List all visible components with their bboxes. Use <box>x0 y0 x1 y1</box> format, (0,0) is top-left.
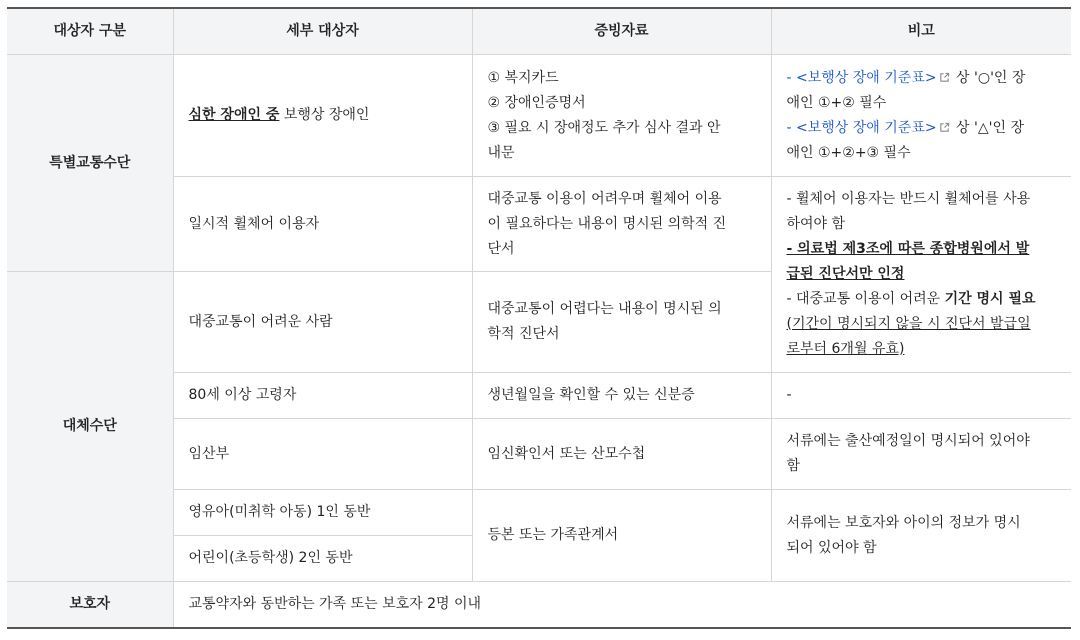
note-prefix: - <box>786 119 797 136</box>
note-line: 서류에는 보호자와 아이의 정보가 명시 <box>786 514 1021 531</box>
note-prefix: - 대중교통 이용이 어려운 <box>786 291 945 307</box>
note-line: 급된 진단서만 인정 <box>786 266 905 282</box>
note-line <box>787 287 1057 312</box>
target-cell: 영유아(미취학 아동) 1인 동반 <box>173 490 472 536</box>
header-notes: 비고 <box>771 8 1071 55</box>
notes-cell <box>771 419 1071 490</box>
note-line: (기간이 명시되지 않을 시 진단서 발급일 <box>786 316 1031 332</box>
note-line: - 휠체어 이용자는 반드시 휠체어를 사용 <box>786 191 1031 207</box>
header-target: 세부 대상자 <box>173 8 472 55</box>
target-cell: 대중교통이 어려운 사람 <box>173 272 472 373</box>
notes-cell <box>771 490 1071 582</box>
note-line: 서류에는 출산예정일이 명시되어 있어야 <box>786 433 1030 449</box>
doc-line: 단서 <box>487 240 515 257</box>
documents-cell: 생년월일을 확인할 수 있는 신분증 <box>472 373 771 419</box>
walking-criteria-link[interactable]: <보행상 장애 기준표> <box>796 69 937 86</box>
note-line: - 의료법 제3조에 따른 종합병원에서 발 <box>786 241 1030 257</box>
table-row <box>7 582 1071 628</box>
category-alternative-transport: 대체수단 <box>7 272 173 582</box>
doc-line: 내문 <box>487 144 515 161</box>
doc-line: ① 복지카드 <box>487 69 559 86</box>
note-suffix: 상 '△'인 장 <box>951 119 1024 136</box>
note-line: 애인 ①+②+③ 필수 <box>786 144 911 161</box>
target-cell: 일시적 휠체어 이용자 <box>173 177 472 272</box>
documents-cell <box>472 272 771 373</box>
note-prefix: - <box>786 69 797 86</box>
table-row <box>7 55 1071 177</box>
target-cell: 임산부 <box>173 419 472 490</box>
external-link-icon[interactable] <box>939 122 950 133</box>
eligibility-table-container <box>7 7 1071 629</box>
doc-line: 대중교통이 어렵다는 내용이 명시된 의 <box>487 301 722 317</box>
doc-line: 학적 진단서 <box>487 326 560 342</box>
category-special-transport: 특별교통수단 <box>7 55 173 272</box>
target-cell: 교통약자와 동반하는 가족 또는 보호자 2명 이내 <box>173 582 1071 628</box>
doc-line: 이 필요하다는 내용이 명시된 의학적 진 <box>487 215 727 232</box>
note-line: 함 <box>786 458 801 474</box>
header-category: 대상자 구분 <box>7 8 173 55</box>
note-line <box>787 66 1057 91</box>
documents-cell: 임신확인서 또는 산모수첩 <box>472 419 771 490</box>
target-cell: 80세 이상 고령자 <box>173 373 472 419</box>
documents-cell: 등본 또는 가족관계서 <box>472 490 771 582</box>
note-line: 애인 ①+② 필수 <box>786 94 887 111</box>
eligibility-table <box>7 7 1071 629</box>
doc-line: 대중교통 이용이 어려우며 휠체어 이용 <box>487 190 722 207</box>
header-documents: 증빙자료 <box>472 8 771 55</box>
notes-cell: - <box>771 373 1071 419</box>
note-suffix: 상 '○'인 장 <box>951 69 1026 86</box>
category-guardian: 보호자 <box>7 582 173 628</box>
walking-criteria-link[interactable]: <보행상 장애 기준표> <box>796 119 937 136</box>
notes-cell <box>771 55 1071 177</box>
note-line <box>787 116 1057 141</box>
note-emphasis: 기간 명시 필요 <box>944 291 1036 307</box>
note-line: 하여야 함 <box>786 216 846 232</box>
doc-line: ③ 필요 시 장애정도 추가 심사 결과 안 <box>487 119 721 136</box>
target-text: 보행상 장애인 <box>279 107 370 123</box>
doc-line: ② 장애인증명서 <box>487 94 586 111</box>
target-emphasis: 심한 장애인 중 <box>188 107 280 123</box>
table-header-row <box>7 8 1071 55</box>
note-line: 되어 있어야 함 <box>786 539 877 556</box>
external-link-icon[interactable] <box>939 72 950 83</box>
target-cell: 어린이(초등학생) 2인 동반 <box>173 536 472 582</box>
notes-cell <box>771 177 1071 373</box>
documents-cell <box>472 55 771 177</box>
note-line: 로부터 6개월 유효) <box>786 341 905 357</box>
target-cell <box>173 55 472 177</box>
documents-cell <box>472 177 771 272</box>
